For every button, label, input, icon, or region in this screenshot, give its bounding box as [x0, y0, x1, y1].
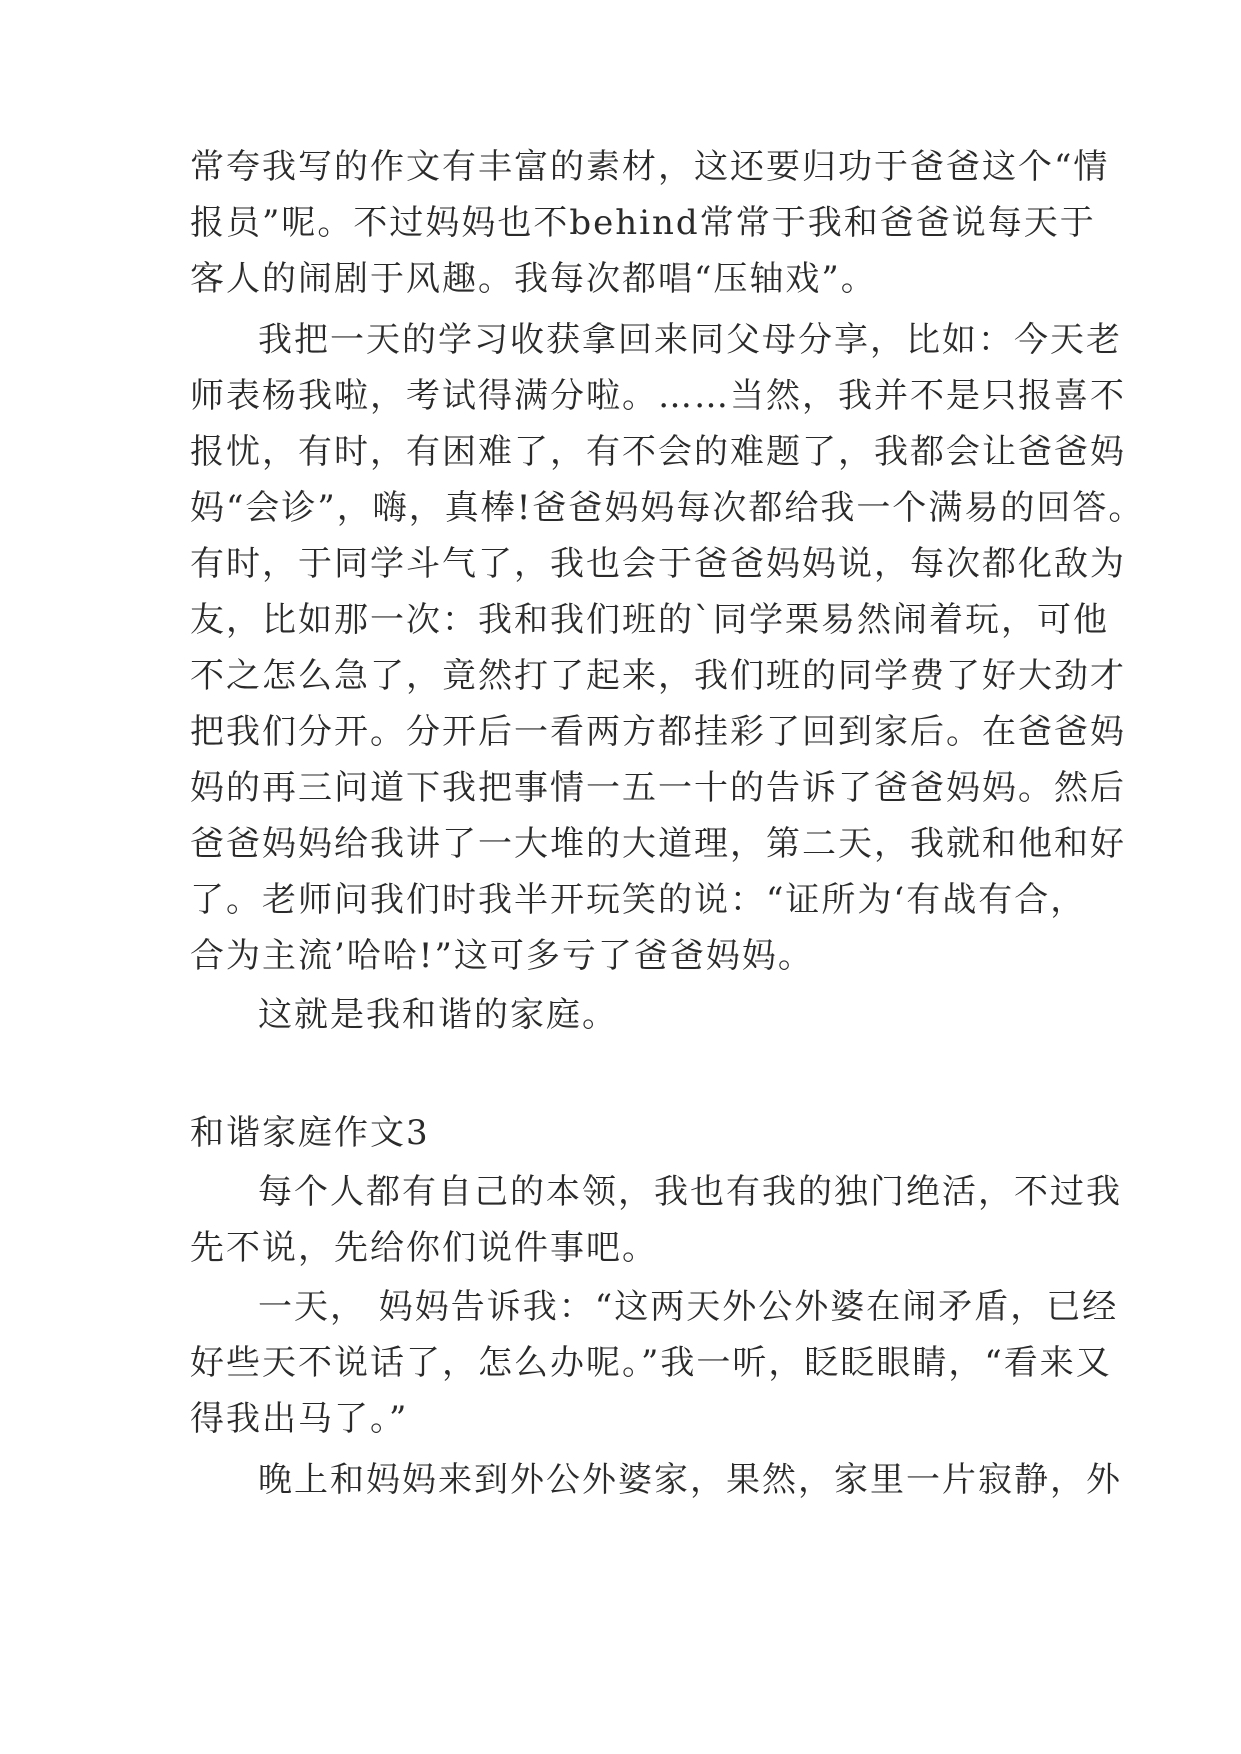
- text-line: 这就是我和谐的家庭。: [258, 995, 618, 1035]
- text-line: 妈的再三问道下我把事情一五一十的告诉了爸爸妈妈。然后: [190, 768, 1126, 808]
- text-line: 合为主流’哈哈!”这可多亏了爸爸妈妈。: [190, 936, 814, 976]
- text-line: 报员”呢。不过妈妈也不behind常常于我和爸爸说每天于: [190, 203, 1096, 243]
- text-line: 有时，于同学斗气了，我也会于爸爸妈妈说，每次都化敌为: [190, 544, 1126, 584]
- text-line: 了。老师问我们时我半开玩笑的说：“证所为‘有战有合，: [190, 880, 1087, 920]
- text-line: 把我们分开。分开后一看两方都挂彩了回到家后。在爸爸妈: [190, 712, 1126, 752]
- text-line: 每个人都有自己的本领，我也有我的独门绝活，不过我: [258, 1172, 1122, 1212]
- text-line: 友，比如那一次：我和我们班的`同学栗易然闹着玩，可他: [190, 600, 1109, 640]
- text-line: 一天， 妈妈告诉我：“这两天外公外婆在闹矛盾，已经: [258, 1287, 1119, 1327]
- text-line: 妈“会诊”，嗨，真棒!爸爸妈妈每次都给我一个满易的回答。: [190, 488, 1145, 528]
- text-line: 先不说，先给你们说件事吧。: [190, 1228, 658, 1268]
- text-line: 我把一天的学习收获拿回来同父母分享，比如：今天老: [258, 320, 1122, 360]
- text-line: 好些天不说话了，怎么办呢。”我一听，眨眨眼睛，“看来又: [190, 1343, 1112, 1383]
- text-line: 师表杨我啦，考试得满分啦。……当然，我并不是只报喜不: [190, 376, 1126, 416]
- text-line: 客人的闹剧于风趣。我每次都唱“压轴戏”。: [190, 259, 877, 299]
- text-line: 晚上和妈妈来到外公外婆家，果然，家里一片寂静，外: [258, 1460, 1122, 1500]
- text-line: 得我出马了。”: [190, 1399, 409, 1439]
- section-title: 和谐家庭作文3: [190, 1113, 430, 1153]
- text-line: 不之怎么急了，竟然打了起来，我们班的同学费了好大劲才: [190, 656, 1126, 696]
- text-line: 常夸我写的作文有丰富的素材，这还要归功于爸爸这个“情: [190, 147, 1110, 187]
- text-line: 报忧，有时，有困难了，有不会的难题了，我都会让爸爸妈: [190, 432, 1126, 472]
- text-line: 爸爸妈妈给我讲了一大堆的大道理，第二天，我就和他和好: [190, 824, 1126, 864]
